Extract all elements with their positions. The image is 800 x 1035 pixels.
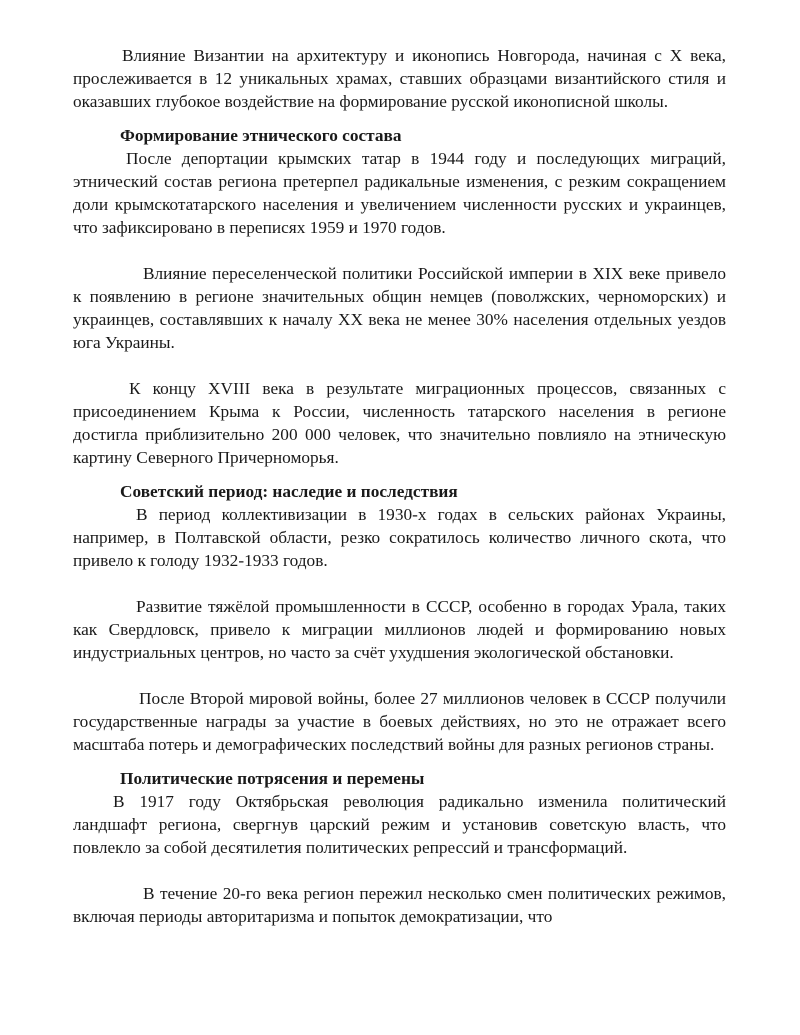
- document-page: [73, 44, 726, 928]
- paragraph-20th-century-regimes: В течение 20-го века регион пережил несколько смен политических режимов, включая периоды авторитаризма и попыток демократизации, что: [73, 884, 726, 926]
- paragraph-crimean-deportation: После депортации крымских татар в 1944 году и последующих миграций, этнический состав региона претерпел радикальные изменения, с резким сокращением доли крымскотатарского населения и увеличением численности русских и украинцев, что зафиксировано в переписях 1959 и 1970 годов.: [73, 149, 726, 237]
- paragraph-ww2-awards: После Второй мировой войны, более 27 миллионов человек в СССР получили государственные награды за участие в боевых действиях, но это не отражает всего масштаба потерь и демографических последствий войны для разных регионов страны.: [73, 689, 726, 754]
- paragraph-resettlement-policy: Влияние переселенческой политики Российской империи в XIX веке привело к появлению в регионе значительных общин немцев (поволжских, черноморских) и украинцев, составлявших к началу XX века не менее 30% населения отдельных уездов юга Украины.: [73, 264, 726, 352]
- heading-ethnic-composition: Формирование этнического состава: [120, 126, 402, 145]
- paragraph-collectivization: В период коллективизации в 1930-х годах в сельских районах Украины, например, в Полтавской области, резко сократилось количество личного скота, что привело к голоду 1932-1933 годов.: [73, 505, 726, 570]
- heading-soviet-period: Советский период: наследие и последствия: [120, 482, 458, 501]
- paragraph-byzantine-influence: Влияние Византии на архитектуру и иконопись Новгорода, начиная с X века, прослеживается в 12 уникальных храмах, ставших образцами византийского стиля и оказавших глубокое воздействие на формирование русской иконописной школы.: [73, 46, 726, 111]
- paragraph-heavy-industry: Развитие тяжёлой промышленности в СССР, особенно в городах Урала, таких как Свердловск, привело к миграции миллионов людей и формированию новых индустриальных центров, но часто за счёт ухудшения экологической обстановки.: [73, 597, 726, 662]
- paragraph-october-revolution: В 1917 году Октябрьская революция радикально изменила политический ландшафт региона, свергнув царский режим и установив советскую власть, что повлекло за собой десятилетия политических репрессий и трансформаций.: [73, 792, 726, 857]
- paragraph-tatar-population: К концу XVIII века в результате миграционных процессов, связанных с присоединением Крыма к России, численность татарского населения в регионе достигла приблизительно 200 000 человек, что значительно повлияло на этническую картину Северного Причерноморья.: [73, 379, 726, 467]
- heading-political-upheavals: Политические потрясения и перемены: [120, 769, 425, 788]
